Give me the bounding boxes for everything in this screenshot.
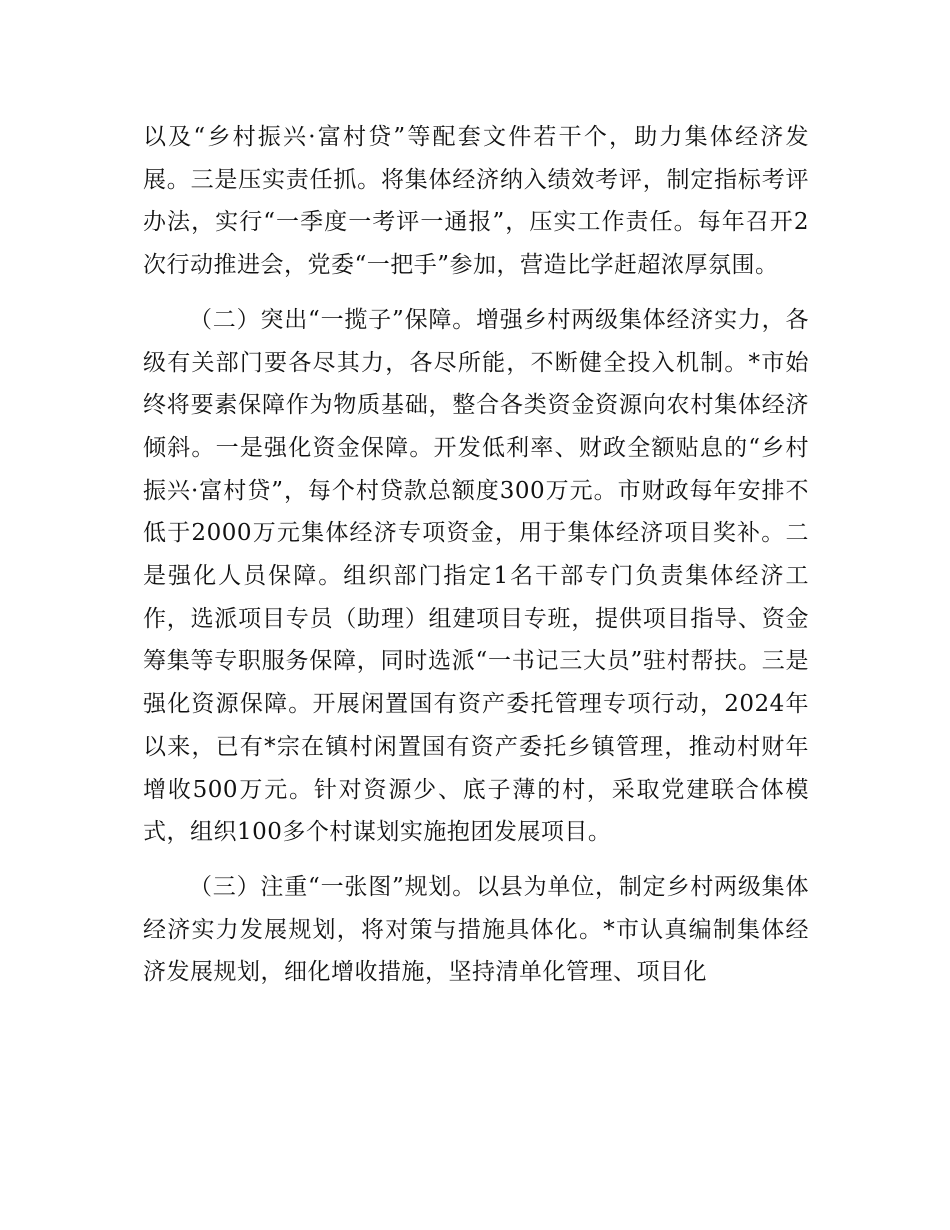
paragraph-section-two: （二）突出“一揽子”保障。增强乡村两级集体经济实力，各级有关部门要各尽其力，各尽所能，不断健全投入机制。*市始终将要素保障作为物质基础，整合各类资金资源向农村集体经济倾斜。一是强化资金保障。开发低利率、财政全额贴息的“乡村振兴·富村贷”，每个村贷款总额度300万元。市财政每年安排不低于2000万元集体经济专项资金，用于集体经济项目奖补。二是强化人员保障。组织部门指定1名干部专门负责集体经济工作，选派项目专员（助理）组建项目专班，提供项目指导、资金筹集等专职服务保障，同时选派“一书记三大员”驻村帮扶。三是强化资源保障。开展闲置国有资产委托管理专项行动，2024年以来，已有*宗在镇村闲置国有资产委托乡镇管理，推动村财年增收500万元。针对资源少、底子薄的村，采取党建联合体模式，组织100多个村谋划实施抱团发展项目。 xyxy=(143,306,809,846)
paragraph-continuation: 以及“乡村振兴·富村贷”等配套文件若干个，助力集体经济发展。三是压实责任抓。将集体经济纳入绩效考评，制定指标考评办法，实行“一季度一考评一通报”，压实工作责任。每年召开2次行动推进会，党委“一把手”参加，营造比学赶超浓厚氛围。 xyxy=(143,124,809,279)
paragraph-section-three: （三）注重“一张图”规划。以县为单位，制定乡村两级集体经济实力发展规划，将对策与措施具体化。*市认真编制集体经济发展规划，细化增收措施，坚持清单化管理、项目化 xyxy=(143,873,809,986)
document-body xyxy=(143,116,809,994)
